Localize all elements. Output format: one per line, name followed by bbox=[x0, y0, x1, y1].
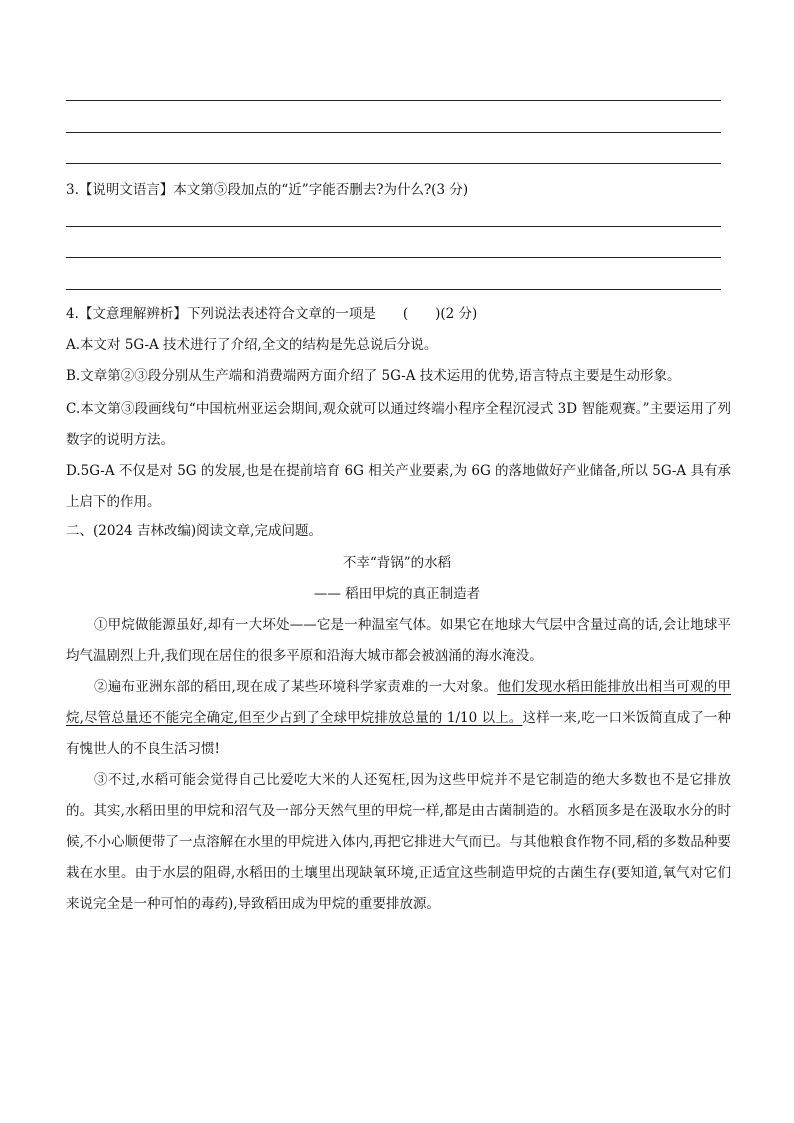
article-subtitle: —— 稻田甲烷的真正制造者 bbox=[313, 586, 481, 602]
answer-line bbox=[66, 226, 721, 227]
answer-line bbox=[66, 257, 721, 258]
question-4-option-a: A.本文对 5G-A 技术进行了介绍,全文的结构是先总说后分说。 bbox=[66, 337, 438, 353]
paragraph-2-underlined: 他们发现水稻田能排放出相当可观的甲烷,尽管总量还不能完全确定,但至少占到了全球甲烷排放总量的 1/10 以上。 bbox=[66, 679, 732, 726]
question-3-number: 3. bbox=[66, 182, 79, 198]
paragraph-2-end: 这样一来,吃一口米饭简直成了一种有愧世人的不良生活习惯! bbox=[66, 710, 731, 757]
question-3-tag: 【说明文语言】 bbox=[78, 182, 174, 198]
section-heading: 二、(2024 吉林改编)阅读文章,完成问题。 bbox=[66, 523, 322, 539]
answer-line bbox=[66, 132, 721, 133]
paragraph-2-start: ②遍布亚洲东部的稻田,现在成了某些环境科学家责难的一大对象。 bbox=[94, 679, 498, 695]
paragraph-2 bbox=[66, 672, 731, 765]
question-3-text-after: 字能否删去?为什么?(3 分) bbox=[308, 182, 469, 198]
answer-line bbox=[66, 100, 721, 101]
question-4-stem: 4.【文意理解辨析】下列说法表述符合文章的一项是 ( )(2 分) bbox=[66, 306, 478, 322]
question-3-text-before: 本文第⑤段加点的 bbox=[173, 182, 282, 198]
question-4-option-b: B.文章第②③段分别从生产端和消费端两方面介绍了 5G-A 技术运用的优势,语言特点主要是生动形象。 bbox=[66, 368, 681, 384]
article-title: 不幸“背锅”的水稻 bbox=[342, 555, 452, 571]
answer-line bbox=[66, 163, 721, 164]
question-3-quoted: “近” bbox=[281, 182, 309, 198]
paragraph-3: ③不过,水稻可能会觉得自己比爱吃大米的人还冤枉,因为这些甲烷并不是它制造的绝大多数也不是它排放的。其实,水稻田里的甲烷和沼气及一部分天然气里的甲烷一样,都是由古菌制造的。水稻顶多是在汲取水分的时候,不小心顺便带了一点溶解在水里的甲烷进入体内,再把它排进大气而已。与其他粮食作物不同,稻的多数品种要栽在水里。由于水层的阻碍,水稻田的土壤里出现缺氧环境,正适宜这些制造甲烷的古菌生存(要知道,氧气对它们来说完全是一种可怕的毒药),导致稻田成为甲烷的重要排放源。 bbox=[66, 772, 731, 912]
question-3 bbox=[66, 180, 726, 200]
paragraph-1: ①甲烷做能源虽好,却有一大坏处——它是一种温室气体。如果它在地球大气层中含量过高的话,会让地球平均气温剧烈上升,我们现在居住的很多平原和沿海大城市都会被汹涌的海水淹没。 bbox=[66, 617, 731, 664]
question-4-option-c: C.本文第③段画线句“中国杭州亚运会期间,观众就可以通过终端小程序全程沉浸式 3D 智能观赛。”主要运用了列数字的说明方法。 bbox=[66, 401, 731, 448]
question-4-option-d: D.5G-A 不仅是对 5G 的发展,也是在提前培育 6G 相关产业要素,为 6G 的落地做好产业储备,所以 5G-A 具有承上启下的作用。 bbox=[66, 463, 731, 510]
answer-line bbox=[66, 289, 721, 290]
